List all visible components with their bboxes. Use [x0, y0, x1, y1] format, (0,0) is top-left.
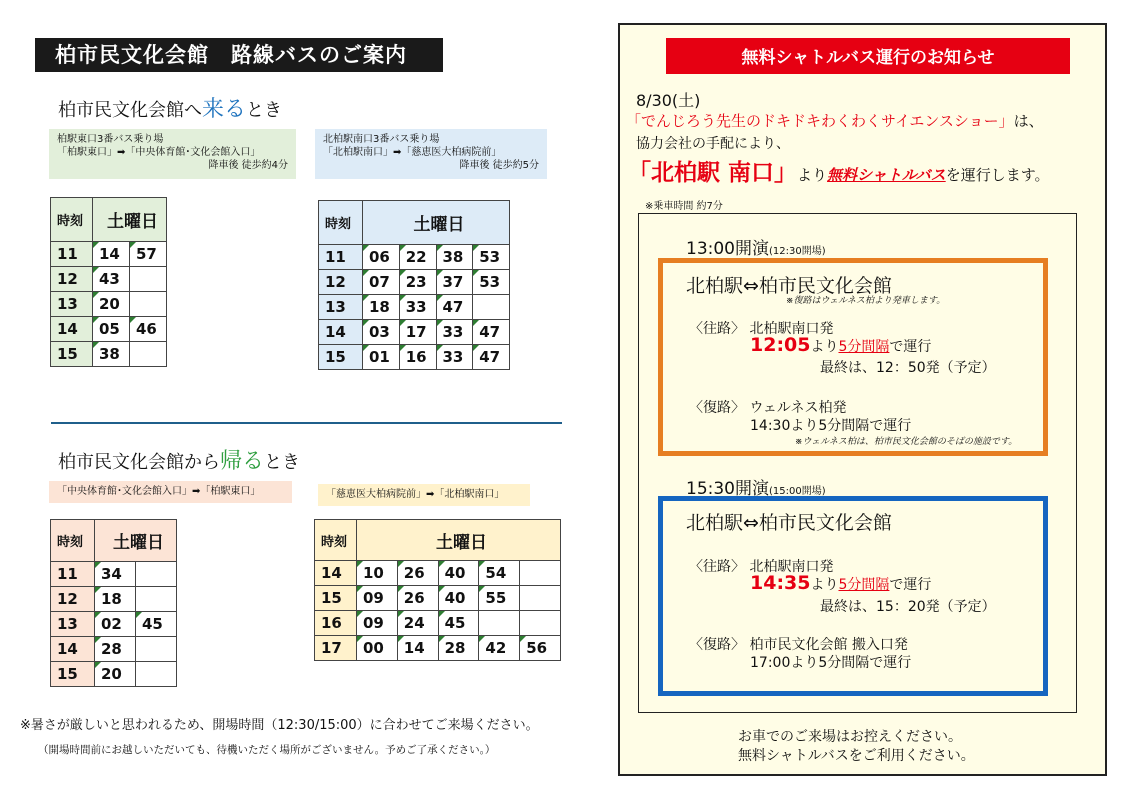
table-row	[51, 342, 167, 367]
timetable-returning-right	[314, 519, 561, 661]
coming-right-stop	[315, 129, 547, 179]
minute-cell: 53	[473, 270, 510, 295]
table-row	[319, 270, 510, 295]
hour-cell: 12	[319, 270, 363, 295]
minute-cell: 23	[399, 270, 436, 295]
table-row	[51, 242, 167, 267]
minute-cell: 24	[397, 611, 438, 636]
minute-cell: 43	[93, 267, 130, 292]
show1-route-note: ※復路はウェルネス柏より発車します。	[786, 296, 946, 306]
hour-cell: 13	[319, 295, 363, 320]
minute-cell: 47	[473, 320, 510, 345]
show2-out-interval: 5分間隔	[838, 577, 890, 593]
show1-out-interval: 5分間隔	[838, 339, 890, 355]
minute-cell: 18	[95, 587, 136, 612]
minute-cell: 09	[357, 611, 398, 636]
minute-cell	[130, 292, 167, 317]
minute-cell: 01	[363, 345, 400, 370]
minute-cell	[520, 586, 561, 611]
coming-heading-text: 柏市民文化会館へ	[58, 100, 202, 121]
minute-cell: 47	[436, 295, 473, 320]
minute-cell	[520, 561, 561, 586]
operate-text: を運行します。	[945, 166, 1050, 184]
hour-cell: 14	[51, 317, 93, 342]
show2-out-label: 〈往路〉 北柏駅南口発	[689, 559, 834, 575]
show1-route: 北柏駅⇔柏市民文化会館	[686, 275, 892, 297]
table-row	[315, 586, 561, 611]
minute-cell	[479, 611, 520, 636]
table-row	[319, 320, 510, 345]
minute-cell: 28	[438, 636, 479, 661]
table-row	[51, 612, 177, 637]
minute-cell: 05	[93, 317, 130, 342]
minute-cell: 14	[93, 242, 130, 267]
table-row	[51, 562, 177, 587]
minute-cell: 26	[397, 586, 438, 611]
table-row	[51, 637, 177, 662]
returning-heading	[58, 444, 300, 475]
hour-cell: 16	[315, 611, 357, 636]
ride-time: ※乗車時間 約7分	[645, 201, 723, 212]
station-yori: より	[797, 166, 828, 184]
returning-heading-suffix: とき	[264, 452, 301, 473]
section-divider	[51, 422, 562, 424]
minute-cell: 33	[399, 295, 436, 320]
hour-cell: 14	[319, 320, 363, 345]
table-row	[319, 345, 510, 370]
show1-out-run: で運行	[889, 339, 932, 355]
returning-heading-text: 柏市民文化会館から	[58, 452, 220, 473]
show1-out-yori: より	[810, 339, 839, 355]
table-row	[51, 267, 167, 292]
minute-cell: 00	[357, 636, 398, 661]
table-row	[51, 317, 167, 342]
minute-cell	[520, 611, 561, 636]
minute-cell: 18	[363, 295, 400, 320]
table-row	[51, 587, 177, 612]
minute-cell: 40	[438, 586, 479, 611]
table-row	[51, 292, 167, 317]
minute-cell: 57	[130, 242, 167, 267]
hour-cell: 17	[315, 636, 357, 661]
returning-heading-accent: 帰る	[220, 449, 265, 474]
show2-route: 北柏駅⇔柏市民文化会館	[686, 512, 892, 534]
minute-cell: 26	[397, 561, 438, 586]
time-header: 時刻	[315, 520, 357, 561]
table-row	[319, 295, 510, 320]
show1-ret-note: ※ウェルネス柏は、柏市民文化会館のそばの施設です。	[795, 437, 1018, 447]
stop-walk: 降車後 徒歩約4分	[208, 160, 288, 171]
minute-cell: 54	[479, 561, 520, 586]
table-row	[315, 611, 561, 636]
minute-cell: 53	[473, 245, 510, 270]
minute-cell: 47	[473, 345, 510, 370]
show2-out-run: で運行	[889, 577, 932, 593]
station-line	[628, 154, 1050, 187]
coming-left-stop	[49, 129, 296, 179]
minute-cell	[130, 342, 167, 367]
heat-notice: ※暑さが厳しいと思われるため、開場時間（12:30/15:00）に合わせてご来場ください。	[20, 718, 539, 733]
shuttle-date: 8/30(土)	[636, 91, 701, 110]
event-suffix: は、	[1013, 112, 1044, 130]
page-title: 柏市民文化会館 路線バスのご案内	[35, 38, 443, 72]
station-name: 「北柏駅 南口」	[628, 160, 798, 186]
minute-cell: 17	[399, 320, 436, 345]
minute-cell: 38	[93, 342, 130, 367]
show1-open-time: (12:30開場)	[769, 246, 826, 257]
hour-cell: 12	[51, 267, 93, 292]
minute-cell: 28	[95, 637, 136, 662]
hour-cell: 12	[51, 587, 95, 612]
minute-cell	[136, 637, 177, 662]
minute-cell: 45	[136, 612, 177, 637]
hour-cell: 14	[51, 637, 95, 662]
minute-cell: 55	[479, 586, 520, 611]
table-row	[51, 662, 177, 687]
show2-out-yori: より	[810, 577, 839, 593]
time-header: 時刻	[51, 198, 93, 242]
free-bus-text: 無料シャトルバス	[827, 166, 946, 184]
show1-out-line	[750, 334, 931, 356]
shuttle-banner: 無料シャトルバス運行のお知らせ	[666, 38, 1070, 74]
stop-route: 「柏駅東口」➡「中央体育館･文化会館入口」	[57, 147, 261, 158]
show2-out-line	[750, 572, 931, 594]
time-header: 時刻	[319, 201, 363, 245]
car-notice: お車でのご来場はお控えください。	[738, 729, 962, 745]
minute-cell: 40	[438, 561, 479, 586]
timetable-coming-right	[318, 200, 510, 370]
minute-cell: 45	[438, 611, 479, 636]
timetable-returning-left	[50, 519, 177, 687]
minute-cell: 56	[520, 636, 561, 661]
minute-cell: 34	[95, 562, 136, 587]
show1-out-time: 12:05	[750, 334, 811, 356]
table-row	[319, 245, 510, 270]
minute-cell: 42	[479, 636, 520, 661]
stop-route: 「北柏駅南口」➡「慈恵医大柏病院前」	[323, 147, 502, 158]
minute-cell: 07	[363, 270, 400, 295]
minute-cell: 10	[357, 561, 398, 586]
day-header: 土曜日	[363, 201, 510, 245]
coming-heading	[58, 92, 282, 123]
minute-cell	[136, 662, 177, 687]
minute-cell: 09	[357, 586, 398, 611]
hour-cell: 15	[51, 342, 93, 367]
show2-out-last: 最終は、15：20発（予定）	[820, 599, 996, 615]
minute-cell: 03	[363, 320, 400, 345]
minute-cell: 37	[436, 270, 473, 295]
hour-cell: 11	[51, 562, 95, 587]
minute-cell	[130, 267, 167, 292]
hour-cell: 15	[319, 345, 363, 370]
stop-walk: 降車後 徒歩約5分	[459, 160, 539, 171]
show1-ret-label: 〈復路〉 ウェルネス柏発	[689, 400, 847, 416]
minute-cell: 20	[95, 662, 136, 687]
coop-line: 協力会社の手配により、	[636, 136, 790, 152]
hour-cell: 13	[51, 612, 95, 637]
table-row	[315, 561, 561, 586]
show1-out-label: 〈往路〉 北柏駅南口発	[689, 321, 834, 337]
minute-cell: 16	[399, 345, 436, 370]
table-row	[315, 636, 561, 661]
time-header: 時刻	[51, 520, 95, 562]
heat-notice-detail: （開場時間前にお越しいただいても、待機いただく場所がございません。予めご了承ください。）	[38, 744, 496, 756]
shuttle-recommend: 無料シャトルバスをご利用ください。	[738, 748, 975, 764]
minute-cell: 33	[436, 345, 473, 370]
coming-heading-suffix: とき	[246, 100, 283, 121]
show1-ret-detail: 14:30より5分間隔で運行	[750, 418, 912, 434]
returning-right-stop: 「慈恵医大柏病院前」➡「北柏駅南口」	[318, 484, 530, 506]
hour-cell: 11	[51, 242, 93, 267]
stop-label: 柏駅東口3番バス乗り場	[57, 134, 164, 145]
hour-cell: 11	[319, 245, 363, 270]
show1-out-last: 最終は、12：50発（予定）	[820, 360, 996, 376]
minute-cell	[136, 562, 177, 587]
minute-cell: 46	[130, 317, 167, 342]
day-header: 土曜日	[95, 520, 177, 562]
returning-left-stop: 「中央体育館･文化会館入口」➡「柏駅東口」	[49, 481, 292, 503]
coming-heading-accent: 来る	[202, 97, 247, 122]
day-header: 土曜日	[93, 198, 167, 242]
show2-out-time: 14:35	[750, 572, 811, 594]
minute-cell: 22	[399, 245, 436, 270]
minute-cell: 33	[436, 320, 473, 345]
minute-cell: 14	[397, 636, 438, 661]
event-name: 「でんじろう先生のドキドキわくわくサイエンスショー」	[626, 112, 1014, 130]
hour-cell: 13	[51, 292, 93, 317]
minute-cell	[136, 587, 177, 612]
minute-cell	[473, 295, 510, 320]
minute-cell: 20	[93, 292, 130, 317]
show1-start	[686, 234, 826, 259]
show2-ret-detail: 17:00より5分間隔で運行	[750, 655, 912, 671]
minute-cell: 02	[95, 612, 136, 637]
timetable-coming-left	[50, 197, 167, 367]
show2-open-time: (15:00開場)	[769, 486, 826, 497]
hour-cell: 14	[315, 561, 357, 586]
show2-start-time: 15:30開演	[686, 479, 769, 499]
minute-cell: 38	[436, 245, 473, 270]
stop-label: 北柏駅南口3番バス乗り場	[323, 134, 440, 145]
hour-cell: 15	[51, 662, 95, 687]
hour-cell: 15	[315, 586, 357, 611]
day-header: 土曜日	[357, 520, 561, 561]
event-line	[626, 110, 1044, 131]
show2-ret-label: 〈復路〉 柏市民文化会館 搬入口発	[689, 637, 908, 653]
minute-cell: 06	[363, 245, 400, 270]
show1-start-time: 13:00開演	[686, 239, 769, 259]
